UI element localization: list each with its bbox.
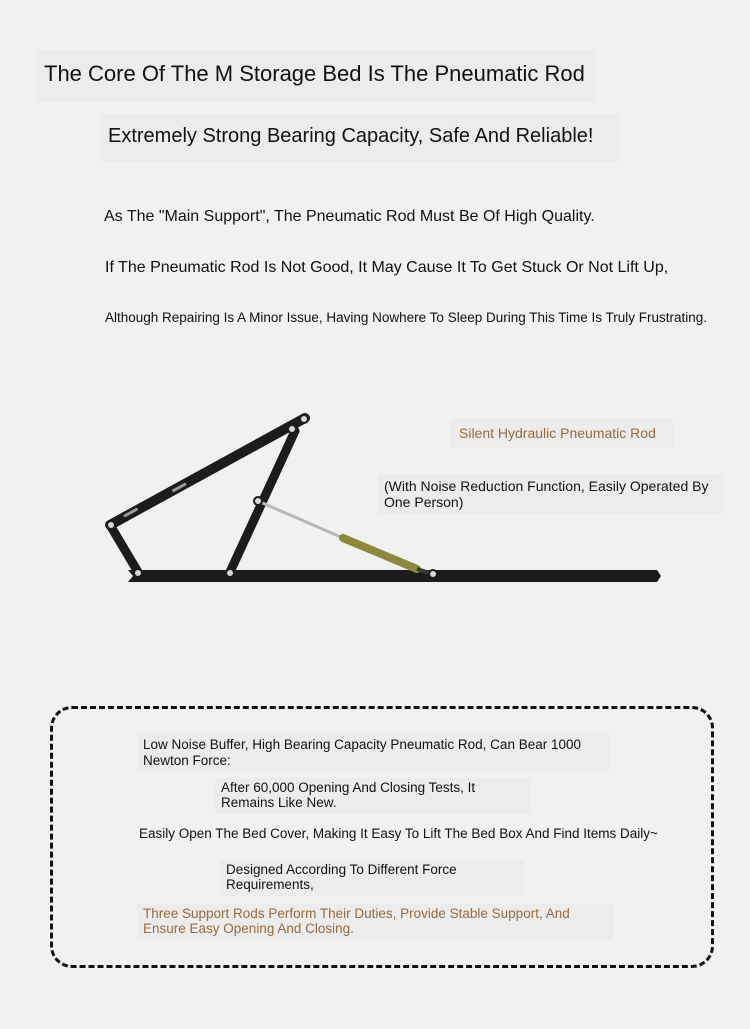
lower-arm	[110, 525, 138, 572]
piston-rod	[258, 501, 343, 538]
product-description: (With Noise Reduction Function, Easily Operated By One Person)	[378, 474, 724, 514]
page-title: The Core Of The M Storage Bed Is The Pneumatic Rod	[36, 50, 596, 102]
gas-cylinder	[343, 538, 417, 569]
pivot-joint	[300, 415, 308, 423]
feature-bearing-capacity: Low Noise Buffer, High Bearing Capacity Pneumatic Rod, Can Bear 1000 Newton Force:	[137, 733, 611, 771]
page-subtitle: Extremely Strong Bearing Capacity, Safe And Reliable!	[100, 114, 620, 162]
pivot-joint	[288, 425, 296, 433]
pivot-joint	[429, 570, 437, 578]
pivot-joint	[134, 569, 142, 577]
pivot-joint	[107, 521, 115, 529]
intro-line-main-support: As The "Main Support", The Pneumatic Rod Must Be Of High Quality.	[104, 208, 595, 225]
feature-three-rods: Three Support Rods Perform Their Duties, Provide Stable Support, And Ensure Easy Opening And Closing.	[137, 904, 613, 940]
feature-easy-open: Easily Open The Bed Cover, Making It Easy To Lift The Bed Box And Find Items Daily~	[139, 826, 658, 841]
intro-line-stuck-warning: If The Pneumatic Rod Is Not Good, It May Cause It To Get Stuck Or Not Lift Up,	[105, 259, 669, 276]
pivot-joint	[226, 569, 234, 577]
base-rail	[128, 570, 661, 582]
product-label: Silent Hydraulic Pneumatic Rod	[451, 418, 673, 448]
feature-durability: After 60,000 Opening And Closing Tests, It Remains Like New.	[215, 778, 531, 814]
pivot-joint	[254, 497, 262, 505]
feature-force-design: Designed According To Different Force Requirements,	[220, 860, 524, 896]
intro-line-repair-note: Although Repairing Is A Minor Issue, Having Nowhere To Sleep During This Time Is Truly Frustrating.	[105, 310, 708, 325]
